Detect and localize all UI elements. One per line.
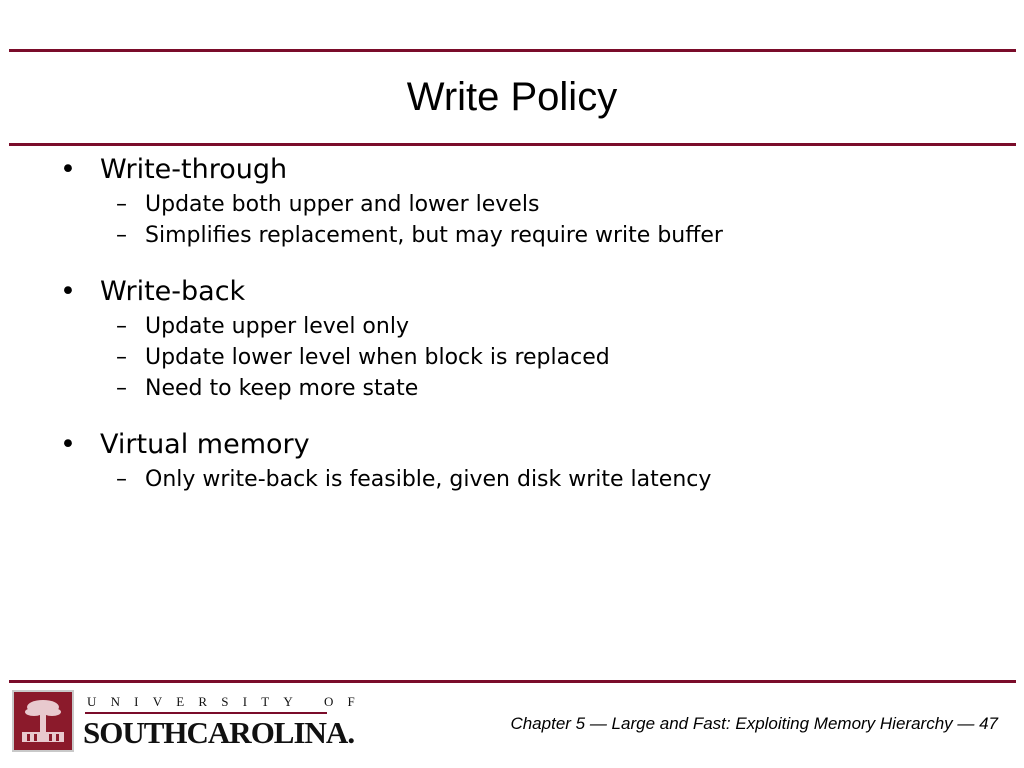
bullet-mark: • <box>60 154 76 185</box>
sub-text: Update both upper and lower levels <box>145 192 540 217</box>
sub-mark: – <box>116 345 127 370</box>
bullet-list <box>56 151 996 517</box>
sub-item <box>56 311 996 342</box>
logo-south-carolina: SOUTHCAROLINA. <box>83 715 355 750</box>
university-logo <box>12 690 369 756</box>
palmetto-tree-icon <box>14 692 72 750</box>
logo-rule <box>85 712 327 714</box>
bullet-write-back <box>56 273 996 404</box>
sub-text: Need to keep more state <box>145 376 419 401</box>
bullet-mark: • <box>60 276 76 307</box>
sub-mark: – <box>116 376 127 401</box>
sub-text: Update upper level only <box>145 314 409 339</box>
sub-mark: – <box>116 314 127 339</box>
title-rule <box>9 143 1016 146</box>
bullet-mark: • <box>60 429 76 460</box>
sub-text: Only write-back is feasible, given disk write latency <box>145 467 712 492</box>
sub-item <box>56 464 996 495</box>
sub-mark: – <box>116 192 127 217</box>
bullet-text: Write-through <box>100 154 288 185</box>
footer-rule <box>9 680 1016 683</box>
logo-university-of: UNIVERSITY OF <box>87 694 369 709</box>
sub-item <box>56 189 996 220</box>
sub-item <box>56 373 996 404</box>
bullet-write-through <box>56 151 996 251</box>
sub-item <box>56 342 996 373</box>
bullet-text: Write-back <box>100 276 246 307</box>
sub-mark: – <box>116 223 127 248</box>
slide-title: Write Policy <box>406 75 618 119</box>
top-rule <box>9 49 1016 52</box>
palmetto-seal-icon <box>12 690 74 752</box>
bullet-virtual-memory <box>56 426 996 495</box>
sub-mark: – <box>116 467 127 492</box>
bullet-text: Virtual memory <box>100 429 310 460</box>
footer-caption: Chapter 5 — Large and Fast: Exploiting Memory Hierarchy — 47 <box>510 714 998 733</box>
sub-text: Simplifies replacement, but may require write buffer <box>145 223 723 248</box>
sub-item <box>56 220 996 251</box>
sub-text: Update lower level when block is replaced <box>145 345 610 370</box>
